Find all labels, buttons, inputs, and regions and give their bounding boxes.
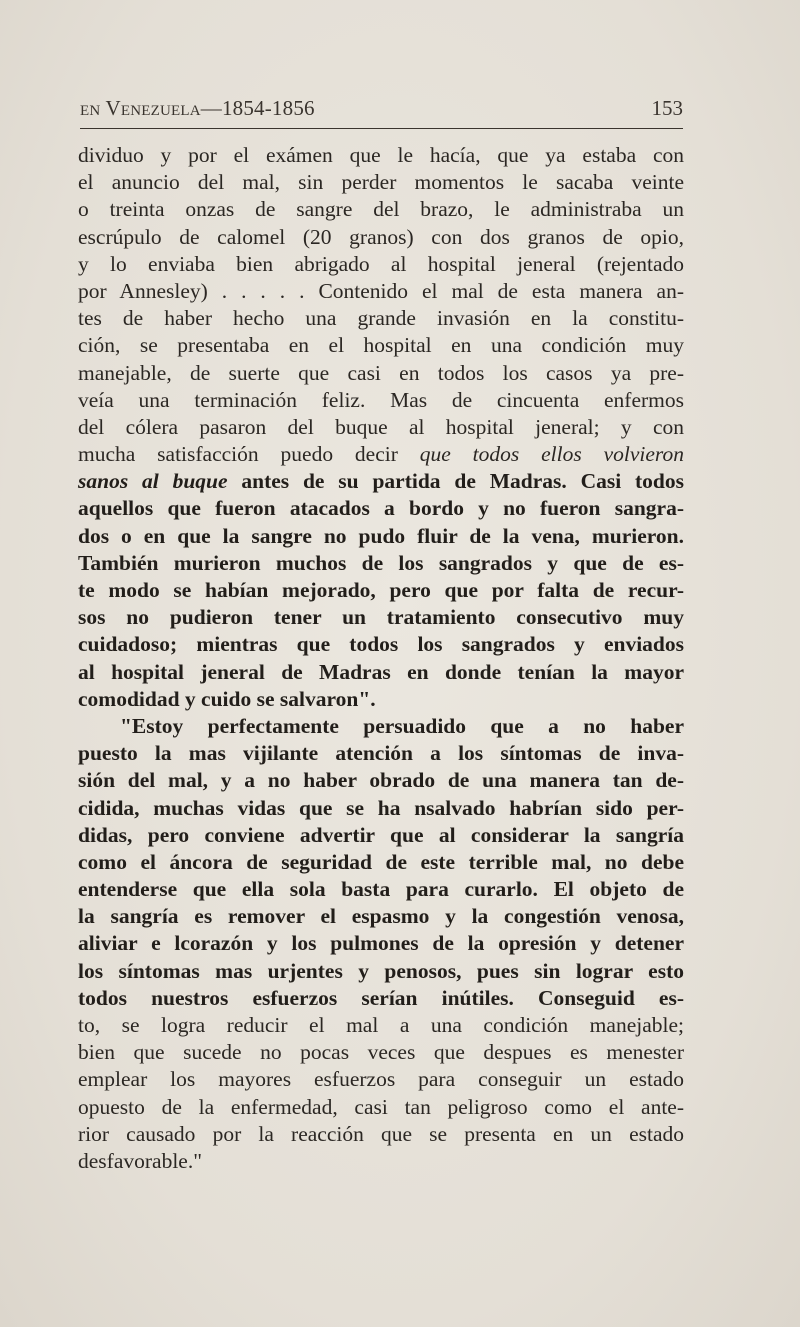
text-line — [78, 196, 684, 223]
text-line — [78, 795, 684, 822]
page-number: 153 — [651, 96, 683, 120]
text-line — [78, 360, 684, 387]
text-line — [78, 1148, 684, 1175]
text-line — [78, 441, 684, 468]
running-head: en Venezuela—1854-1856 — [80, 96, 315, 120]
line-text: todos nuestros esfuerzos serían inútiles. Conseguid es- — [78, 985, 684, 1010]
line-text: puesto la mas vijilante atención a los síntomas de inva- — [78, 741, 684, 766]
paragraph — [78, 713, 684, 1012]
text-line — [78, 1039, 684, 1066]
line-text: ción, se presentaba en el hospital en una condición muy — [78, 333, 684, 358]
line-text: del cólera pasaron del buque al hospital jeneral; y con — [78, 414, 684, 439]
text-line — [78, 523, 684, 550]
text-line — [78, 958, 684, 985]
text-line — [78, 577, 684, 604]
text-line — [78, 169, 684, 196]
italic-text: que todos ellos volvieron — [419, 442, 684, 467]
line-text: escrúpulo de calomel (20 granos) con dos granos de opio, — [78, 224, 684, 249]
line-text: to, se logra reducir el mal a una condición manejable; — [78, 1013, 684, 1037]
paragraph — [78, 468, 684, 713]
text-line — [78, 305, 684, 332]
paragraph — [78, 1012, 684, 1175]
text-line — [78, 1066, 684, 1093]
line-text: los síntomas mas urjentes y penosos, pues sin lograr esto — [78, 958, 684, 983]
text-line — [78, 903, 684, 930]
line-text: y lo enviaba bien abrigado al hospital jeneral (rejentado — [78, 251, 684, 276]
text-line — [78, 876, 684, 903]
text-line — [78, 604, 684, 631]
line-text: sos no pudieron tener un tratamiento consecutivo muy — [78, 605, 684, 630]
line-text: rior causado por la reacción que se presenta en un estado — [78, 1121, 684, 1146]
line-text: sión del mal, y a no haber obrado de una manera tan de- — [78, 768, 684, 793]
text-line — [78, 1121, 684, 1148]
text-line — [78, 631, 684, 658]
line-text: aquellos que fueron atacados a bordo y no fueron sangra- — [78, 496, 684, 521]
line-text: emplear los mayores esfuerzos para conseguir un estado — [78, 1067, 684, 1092]
text-line — [78, 414, 684, 441]
text-line — [78, 387, 684, 414]
line-text: dos o en que la sangre no pudo fluir de la vena, murieron. — [78, 523, 684, 548]
text-line — [78, 659, 684, 686]
line-text: También murieron muchos de los sangrados y que de es- — [78, 550, 684, 575]
text-line — [78, 740, 684, 767]
text-line — [78, 224, 684, 251]
line-text: cuidadoso; mientras que todos los sangrados y enviados — [78, 632, 684, 657]
text-line — [78, 822, 684, 849]
text-line — [78, 550, 684, 577]
line-text: antes de su partida de Madras. Casi todos — [227, 469, 684, 494]
line-text: dividuo y por el exámen que le hacía, que ya estaba con — [78, 143, 684, 167]
line-text: desfavorable." — [78, 1148, 202, 1173]
line-text: te modo se habían mejorado, pero que por falta de recur- — [78, 578, 684, 602]
text-line — [78, 278, 684, 305]
text-line — [78, 142, 684, 169]
line-text: didas, pero conviene advertir que al considerar la sangría — [78, 822, 684, 847]
line-text: al hospital jeneral de Madras en donde tenían la mayor — [78, 659, 684, 684]
text-line — [78, 686, 684, 713]
text-line — [78, 767, 684, 794]
line-text: tes de haber hecho una grande invasión en la constitu- — [78, 306, 684, 331]
paragraph — [78, 142, 684, 468]
line-text: aliviar e lcorazón y los pulmones de la opresión y detener — [78, 931, 684, 956]
text-line — [78, 1012, 684, 1039]
text-line — [78, 930, 684, 957]
line-text: entenderse que ella sola basta para curarlo. El objeto de — [78, 877, 684, 902]
text-line — [78, 251, 684, 278]
header-rule — [80, 128, 683, 129]
text-line — [78, 849, 684, 876]
text-line — [78, 985, 684, 1012]
body-text — [78, 142, 684, 1175]
text-line — [78, 713, 684, 740]
line-text: comodidad y cuido se salvaron". — [78, 686, 376, 711]
line-text: o treinta onzas de sangre del brazo, le administraba un — [78, 197, 684, 222]
text-line — [78, 332, 684, 359]
page-header — [80, 96, 683, 121]
italic-text: sanos al buque — [78, 469, 228, 494]
text-line — [78, 1094, 684, 1121]
line-text: "Estoy perfectamente persuadido que a no haber — [120, 713, 684, 738]
line-text: bien que sucede no pocas veces que despues es menester — [78, 1040, 684, 1065]
line-text: como el áncora de seguridad de este terrible mal, no debe — [78, 849, 684, 874]
line-text: cidida, muchas vidas que se ha nsalvado habrían sido per- — [78, 795, 684, 820]
line-text: mucha satisfacción puedo decir — [78, 442, 420, 467]
line-text: manejable, de suerte que casi en todos los casos ya pre- — [78, 360, 684, 385]
line-text: veía una terminación feliz. Mas de cincuenta enfermos — [78, 387, 684, 412]
line-text: opuesto de la enfermedad, casi tan peligroso como el ante- — [78, 1094, 684, 1119]
line-text: la sangría es remover el espasmo y la congestión venosa, — [78, 904, 684, 929]
text-line — [78, 468, 684, 495]
line-text: el anuncio del mal, sin perder momentos le sacaba veinte — [78, 170, 684, 195]
line-text: por Annesley) . . . . . Contenido el mal de esta manera an- — [78, 278, 684, 303]
text-line — [78, 495, 684, 522]
